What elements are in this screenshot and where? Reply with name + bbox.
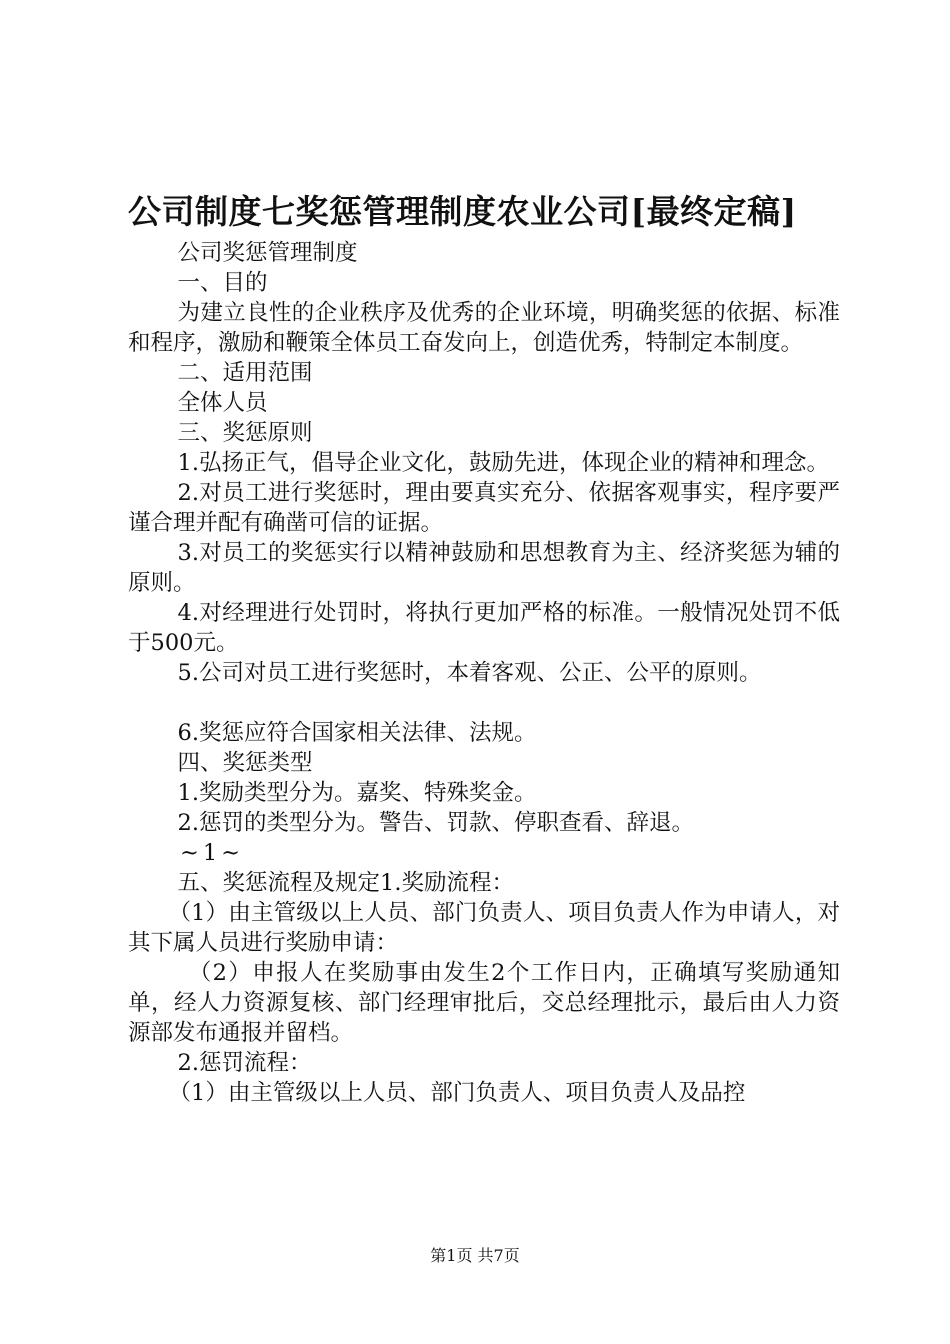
paragraph: 4.对经理进行处罚时，将执行更加严格的标准。一般情况处罚不低于500元。: [128, 600, 840, 656]
paragraph: 为建立良性的企业秩序及优秀的企业环境，明确奖惩的依据、标准和程序，激励和鞭策全体员工奋发向上，创造优秀，特制定本制度。: [128, 300, 840, 356]
page-footer: 第1页 共7页: [430, 1246, 520, 1265]
paragraph: 一、目的: [177, 270, 268, 296]
document-title: 公司制度七奖惩管理制度农业公司[最终定稿]: [128, 192, 797, 231]
paragraph: 5.公司对员工进行奖惩时，本着客观、公正、公平的原则。: [177, 660, 762, 686]
paragraph: 四、奖惩类型: [177, 750, 313, 776]
paragraph: 1.弘扬正气，倡导企业文化，鼓励先进，体现企业的精神和理念。: [177, 450, 829, 476]
paragraph: （2）申报人在奖励事由发生2个工作日内，正确填写奖励通知单，经人力资源复核、部门经理审批后，交总经理批示，最后由人力资源部发布通报并留档。: [128, 960, 840, 1046]
paragraph: 全体人员: [177, 390, 268, 416]
paragraph: 1.奖励类型分为。嘉奖、特殊奖金。: [177, 780, 537, 806]
paragraph: 二、适用范围: [177, 360, 313, 386]
paragraph: （1）由主管级以上人员、部门负责人、项目负责人及品控: [168, 1080, 746, 1106]
paragraph: 五、奖惩流程及规定1.奖励流程：: [177, 870, 514, 896]
page-marker: ~1~: [180, 840, 245, 866]
document-body: [128, 238, 840, 1108]
paragraph: 2.惩罚的类型分为。警告、罚款、停职查看、辞退。: [177, 810, 694, 836]
paragraph: 6.奖惩应符合国家相关法律、法规。: [177, 720, 537, 746]
paragraph: 三、奖惩原则: [177, 420, 313, 446]
paragraph: 3.对员工的奖惩实行以精神鼓励和思想教育为主、经济奖惩为辅的原则。: [128, 540, 840, 596]
paragraph: （1）由主管级以上人员、部门负责人、项目负责人作为申请人，对其下属人员进行奖励申请：: [128, 900, 840, 956]
paragraph: 2.惩罚流程：: [177, 1050, 312, 1076]
paragraph: 2.对员工进行奖惩时，理由要真实充分、依据客观事实，程序要严谨合理并配有确凿可信的证据。: [128, 480, 840, 536]
paragraph: 公司奖惩管理制度: [177, 240, 358, 266]
